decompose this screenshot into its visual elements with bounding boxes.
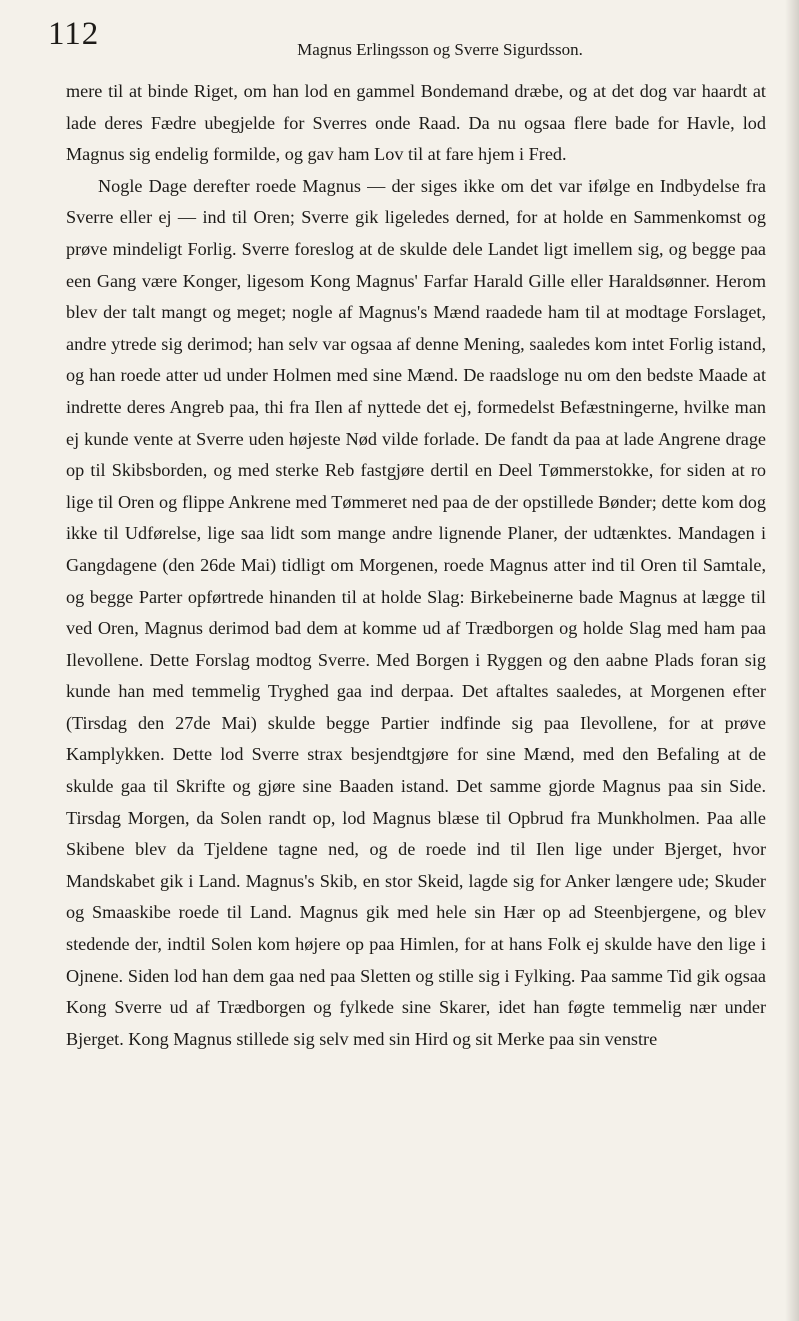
page-edge-shadow xyxy=(785,0,799,1321)
body-text xyxy=(66,76,766,1055)
page-number: 112 xyxy=(48,16,100,52)
paragraph: Nogle Dage derefter roede Magnus — der siges ikke om det var ifølge en Indbydelse fra Sverre eller ej — ind til Oren; Sverre gik ligeledes derned, for at holde en Sammenkomst og prøve mindeligt Forlig. Sverre foreslog at de skulde dele Landet ligt imellem sig, og begge paa een Gang være Konger, ligesom Kong Magnus' Farfar Harald Gille eller Haraldsønner. Herom blev der talt mangt og meget; nogle af Magnus's Mænd raadede ham til at modtage Forslaget, andre ytrede sig derimod; han selv var ogsaa af denne Mening, saaledes kom intet Forlig istand, og han roede atter ud under Holmen med sine Mænd. De raadsloge nu om den bedste Maade at indrette deres Angreb paa, thi fra Ilen af nyttede det ej, formedelst Befæstningerne, hvilke man ej kunde vente at Sverre uden højeste Nød vilde forlade. De fandt da paa at lade Angrene drage op til Skibsborden, og med sterke Reb fastgjøre dertil en Deel Tømmerstokke, for siden at ro lige til Oren og flippe Ankrene med Tømmeret ned paa de der opstillede Bønder; dette kom dog ikke til Udførelse, lige saa lidt som mange andre lignende Planer, der udtænktes. Mandagen i Gangdagene (den 26de Mai) tidligt om Morgenen, roede Magnus atter ind til Oren til Samtale, og begge Parter opførtrede hinanden til at holde Slag: Birkebeinerne bade Magnus at lægge til ved Oren, Magnus derimod bad dem at komme ud af Trædborgen og holde Slag med ham paa Ilevollene. Dette Forslag modtog Sverre. Med Borgen i Ryggen og den aabne Plads foran sig kunde han med temmelig Tryghed gaa ind derpaa. Det aftaltes saaledes, at Morgenen efter (Tirsdag den 27de Mai) skulde begge Partier indfinde sig paa Ilevollene, for at prøve Kamplykken. Dette lod Sverre strax besjendtgjøre for sine Mænd, med den Befaling at de skulde gaa til Skrifte og gjøre sine Baaden istand. Det samme gjorde Magnus paa sin Side. Tirsdag Morgen, da Solen randt op, lod Magnus blæse til Opbrud fra Munkholmen. Paa alle Skibene blev da Tjeldene tagne ned, og de roede ind til Ilen lige under Bjerget, hvor Mandskabet gik i Land. Magnus's Skib, en stor Skeid, lagde sig for Anker længere ude; Skuder og Smaaskibe roede til Land. Magnus gik med hele sin Hær op ad Steenbjergene, og blev stedende der, indtil Solen kom højere op paa Himlen, for at hans Folk ej skulde have den lige i Ojnene. Siden lod han dem gaa ned paa Sletten og stille sig i Fylking. Paa samme Tid gik ogsaa Kong Sverre ud af Trædborgen og fylkede sine Skarer, idet han føgte temmelig nær under Bjerget. Kong Magnus stillede sig selv med sin Hird og sit Merke paa sin venstre xyxy=(66,175,766,1049)
paragraph: mere til at binde Riget, om han lod en gammel Bondemand dræbe, og at det dog var haardt at lade deres Fædre ubegjelde for Sverres onde Raad. Da nu ogsaa flere bade for Havle, lod Magnus sig endelig formilde, og gav ham Lov til at fare hjem i Fred. xyxy=(66,81,766,165)
running-head: Magnus Erlingsson og Sverre Sigurdsson. xyxy=(297,40,583,59)
